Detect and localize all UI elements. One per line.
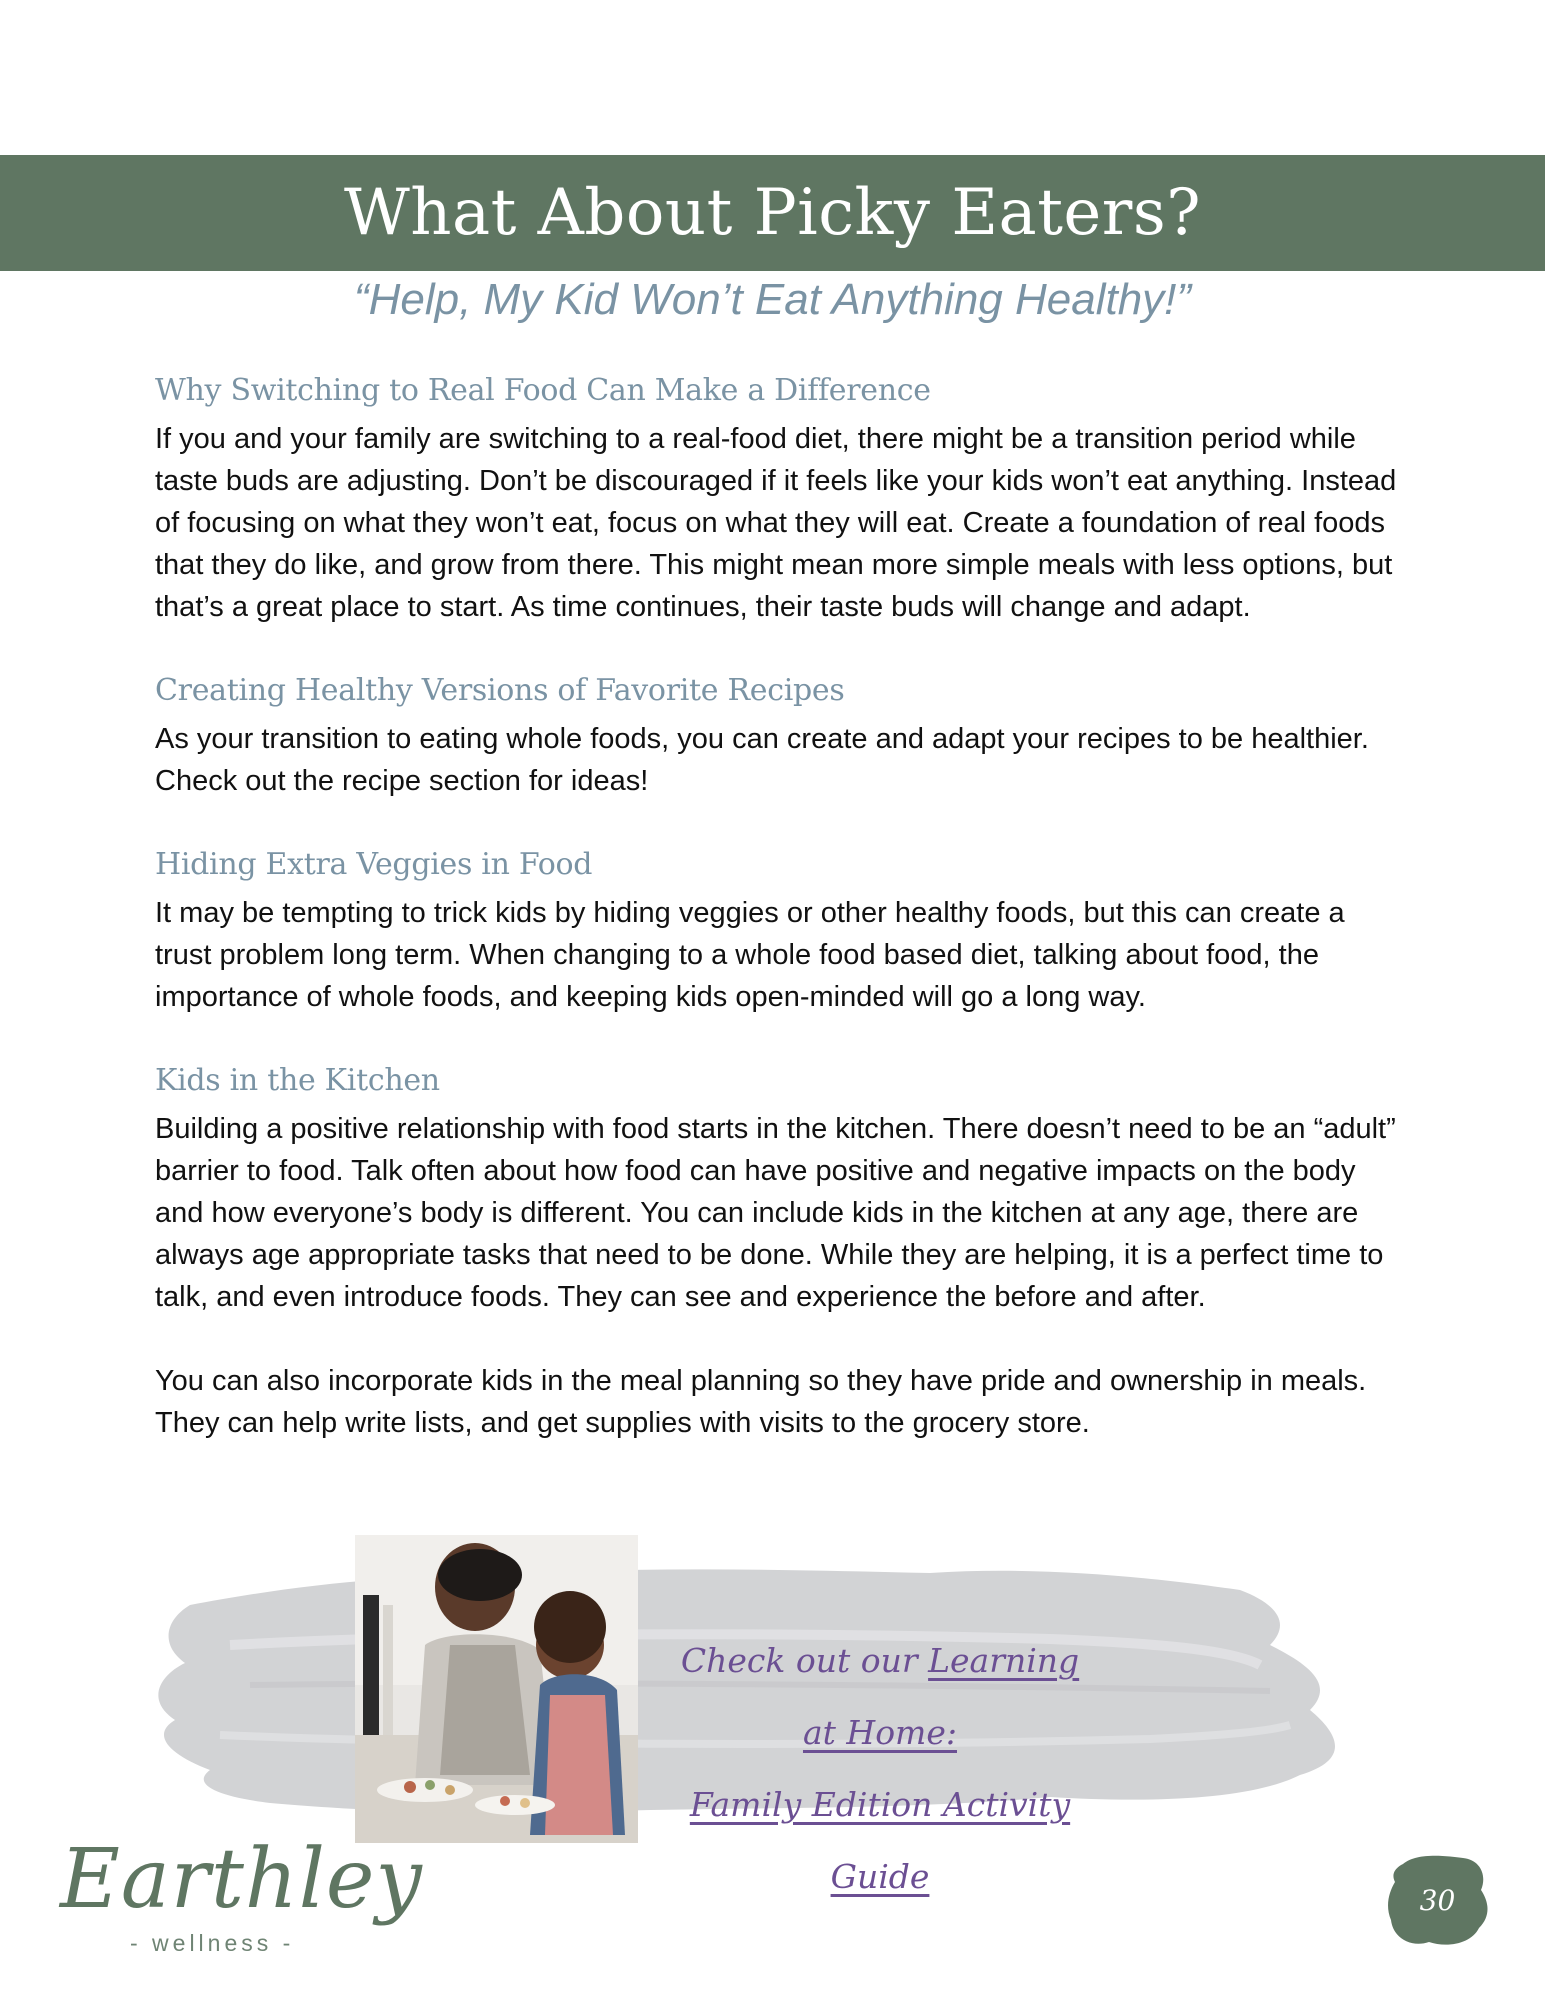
logo-wordmark: Earthley <box>60 1832 423 1927</box>
section-healthy-recipes <box>155 670 1405 802</box>
learning-at-home-link[interactable]: Learning at Home: <box>802 1641 1080 1752</box>
activity-guide-callout <box>670 1625 1090 1913</box>
section-paragraph: Building a positive relationship with food starts in the kitchen. There doesn’t need to be an “adult” barrier to food. Talk often about how food can have positive and negative impacts on the body and how everyone’s body is different. You can include kids in the kitchen at any age, there are always age appropriate tasks that need to be done. While they are helping, it is a perfect time to talk, and even introduce foods. They can see and experience the before and after. <box>155 1113 1396 1313</box>
logo-tagline: - wellness - <box>130 1930 295 1956</box>
section-heading: Creating Healthy Versions of Favorite Recipes <box>155 673 845 708</box>
section-heading: Hiding Extra Veggies in Food <box>155 847 593 882</box>
callout-prefix: Check out our <box>680 1641 929 1680</box>
title-band <box>0 155 1545 271</box>
callout-line-1 <box>670 1625 1090 1769</box>
family-edition-guide-link[interactable]: Family Edition Activity Guide <box>689 1785 1071 1896</box>
page-subtitle: “Help, My Kid Won’t Eat Anything Healthy!” <box>353 275 1192 324</box>
section-paragraph: As your transition to eating whole foods, you can create and adapt your recipes to be healthier. Check out the recipe section for ideas! <box>155 723 1369 797</box>
section-real-food <box>155 370 1405 628</box>
section-kids-kitchen <box>155 1060 1405 1444</box>
article-body <box>155 370 1405 1486</box>
section-paragraph: If you and your family are switching to a real-food diet, there might be a transition period while taste buds are adjusting. Don’t be discouraged if it feels like your kids won’t eat anything. Instead of focusing on what they won’t eat, focus on what they will eat. Create a foundation of real foods that they do like, and grow from there. This might mean more simple meals with less options, but that’s a great place to start. As time continues, their taste buds will change and adapt. <box>155 423 1397 623</box>
page-number-badge <box>1385 1850 1490 1950</box>
section-hiding-veggies <box>155 844 1405 1018</box>
section-paragraph: You can also incorporate kids in the meal planning so they have pride and ownership in meals. They can help write lists, and get supplies with visits to the grocery store. <box>155 1365 1367 1439</box>
father-and-child-cooking-photo <box>355 1535 638 1843</box>
earthley-logo <box>55 1830 423 1970</box>
section-heading: Why Switching to Real Food Can Make a Difference <box>155 373 931 408</box>
page-title: What About Picky Eaters? <box>343 176 1202 250</box>
section-heading: Kids in the Kitchen <box>155 1063 440 1098</box>
page-number: 30 <box>1419 1883 1456 1917</box>
section-paragraph: It may be tempting to trick kids by hiding veggies or other healthy foods, but this can create a trust problem long term. When changing to a whole food based diet, talking about food, the importance of whole foods, and keeping kids open-minded will go a long way. <box>155 897 1345 1013</box>
